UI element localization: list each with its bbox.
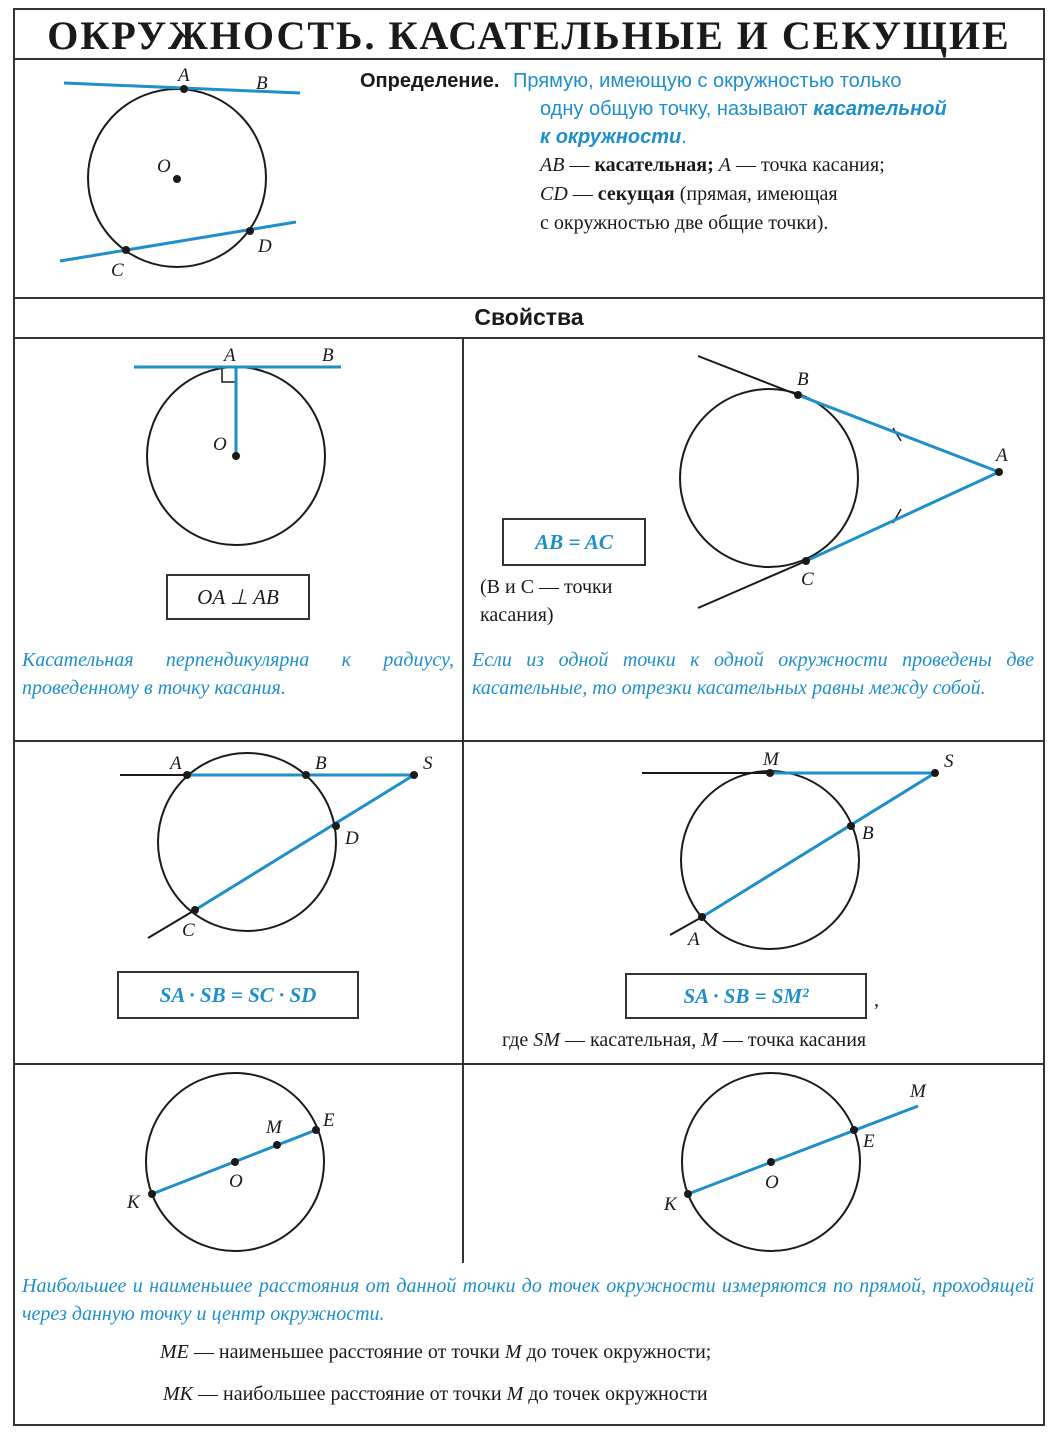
cell5-point-k <box>148 1190 156 1198</box>
cell4-point-a <box>698 913 706 921</box>
mk-label: MK <box>163 1383 193 1405</box>
def-tangent-word: касательная; <box>594 154 714 176</box>
mk-m: M <box>506 1383 524 1405</box>
definition-term-a: касательной <box>813 98 947 120</box>
cell3-label-a: A <box>170 753 182 774</box>
cell2-segment-ac <box>806 472 999 561</box>
formula-perpendicular: OA ⊥ AB <box>166 574 310 620</box>
me-m: M <box>504 1341 522 1363</box>
def-point-d <box>246 227 254 235</box>
cell2-tangent-ext-b <box>698 356 798 395</box>
cell1-label-a: A <box>224 345 236 366</box>
cell6-label-k: K <box>664 1194 677 1215</box>
def-secant-rest: (прямая, имеющая <box>674 183 838 205</box>
cell5-label-o: O <box>229 1171 243 1192</box>
formula-comma: , <box>874 989 879 1011</box>
definition-term-b: к окружности <box>540 126 682 148</box>
cell4-label-m: M <box>763 749 779 770</box>
cell4-note-sm: SM <box>533 1029 560 1051</box>
cell4-note-m: M <box>701 1029 718 1051</box>
cell5-label-m: M <box>266 1117 282 1138</box>
definition-heading: Определение. <box>360 70 500 92</box>
def-label-a: A <box>178 65 190 86</box>
cell4-note-prefix: где <box>502 1029 534 1051</box>
def-label-d: D <box>258 236 272 257</box>
cell3-label-s: S <box>423 753 433 774</box>
cell3-point-b <box>302 771 310 779</box>
cell2-tangent-ext-c <box>698 561 806 608</box>
me-end: до точек окружности; <box>521 1341 712 1363</box>
cell2-point-a <box>995 468 1003 476</box>
page-title: ОКРУЖНОСТЬ. КАСАТЕЛЬНЫЕ И СЕКУЩИЕ <box>47 13 1011 58</box>
cell6-point-k <box>684 1190 692 1198</box>
cell4-note-mid: — касательная, <box>559 1029 702 1051</box>
def-label-b: B <box>256 73 268 94</box>
cell3-label-c: C <box>182 920 195 941</box>
cell4-label-s: S <box>944 751 954 772</box>
formula-tangent-secant: SA · SB = SM² <box>625 973 867 1019</box>
bottom-property-text: Наибольшее и наименьшее расстояния от данной точки до точек окружности измеряются по прямой, проходящей через данную точку и центр окружности. <box>22 1275 1034 1325</box>
cell6-label-e: E <box>863 1131 875 1152</box>
def-secant-word: секущая <box>597 183 675 205</box>
me-label: ME <box>160 1341 189 1363</box>
cell3-point-c <box>191 906 199 914</box>
cell1-right-angle <box>222 368 236 382</box>
def-tangent-rest: — точка касания; <box>730 154 885 176</box>
properties-heading: Свойства <box>474 304 584 330</box>
cell6-point-e <box>850 1126 858 1134</box>
cell1-label-b: B <box>322 345 334 366</box>
cell4-label-a: A <box>688 929 700 950</box>
cell4-label-b: B <box>862 823 874 844</box>
cell2-point-b <box>794 391 802 399</box>
cell2-label-b: B <box>797 369 809 390</box>
cell4-note-end: — точка касания <box>717 1029 867 1051</box>
cell6-line-km <box>688 1106 918 1194</box>
cell2-note-line1: (B и C — точки <box>480 576 613 598</box>
definition-line1: Прямую, имеющую с окружностью только <box>512 70 902 92</box>
cell5-label-e: E <box>323 1110 335 1131</box>
definition-line2: одну общую точку, называют <box>540 98 808 120</box>
def-secant-rest2: с окружностью две общие точки). <box>540 212 829 234</box>
definition-term-end: . <box>681 126 687 148</box>
cell5-point-m <box>273 1141 281 1149</box>
cell6-label-o: O <box>765 1172 779 1193</box>
cell4-point-m <box>766 769 774 777</box>
formula-equal-tangents: AB = AC <box>502 518 646 566</box>
cell2-label-c: C <box>801 569 814 590</box>
def-point-o <box>173 175 181 183</box>
cell3-circle <box>158 753 336 931</box>
cell3-label-d: D <box>345 828 359 849</box>
cell2-property-text: Если из одной точки к одной окружности проведены две касательные, то отрезки касательных равны между собой. <box>472 649 1034 699</box>
cell3-point-d <box>332 822 340 830</box>
cell6-label-m: M <box>910 1081 926 1102</box>
def-point-c <box>122 246 130 254</box>
def-label-o: O <box>157 156 171 177</box>
cell2-note-line2: касания) <box>480 604 554 626</box>
def-dash2: — <box>567 183 598 205</box>
cell4-point-s <box>931 769 939 777</box>
cell1-point-o <box>232 452 240 460</box>
cell6-point-o <box>767 1158 775 1166</box>
cell5-label-k: K <box>127 1192 140 1213</box>
cell3-label-b: B <box>315 753 327 774</box>
def-dash1: — <box>564 154 595 176</box>
cell5-point-e <box>312 1126 320 1134</box>
mk-rest: — наибольшее расстояние от точки <box>193 1383 507 1405</box>
formula-secants: SA · SB = SC · SD <box>117 971 359 1019</box>
cell1-label-o: O <box>213 434 227 455</box>
def-point-a <box>180 85 188 93</box>
cell3-point-a <box>183 771 191 779</box>
def-a: A <box>718 154 731 176</box>
cell2-circle <box>680 389 858 567</box>
cell4-point-b <box>847 822 855 830</box>
cell4-segment-sa <box>702 773 935 917</box>
cell3-segment-sc <box>195 775 414 910</box>
cell4-circle <box>681 771 859 949</box>
cell2-point-c <box>802 557 810 565</box>
cell5-point-o <box>231 1158 239 1166</box>
cell3-point-s <box>410 771 418 779</box>
cell2-segment-ab <box>798 395 999 472</box>
def-ab: AB <box>540 154 565 176</box>
me-rest: — наименьшее расстояние от точки <box>188 1341 505 1363</box>
def-cd: CD <box>540 183 568 205</box>
def-label-c: C <box>111 260 124 281</box>
mk-end: до точек окружности <box>523 1383 708 1405</box>
cell2-label-a: A <box>996 445 1008 466</box>
cell1-property-text: Касательная перпендикулярна к радиусу, проведенному в точку касания. <box>22 649 454 699</box>
